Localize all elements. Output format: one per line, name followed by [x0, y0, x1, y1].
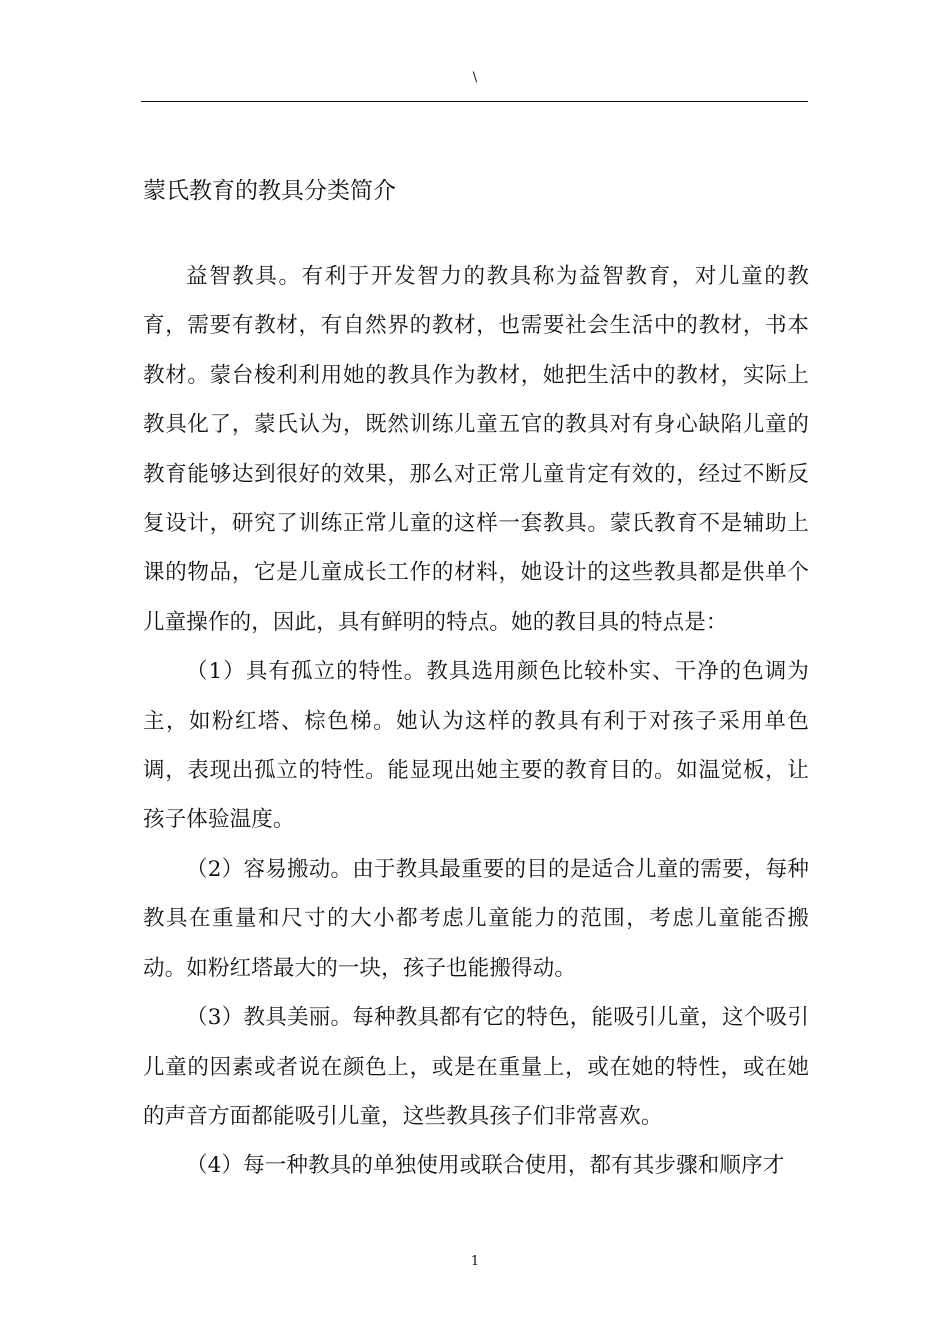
header-mark: \ — [472, 70, 478, 85]
paragraph-feature-4: （4）每一种教具的单独使用或联合使用，都有其步骤和顺序才 — [186, 1153, 785, 1179]
header-divider — [141, 101, 808, 102]
document-title: 蒙氏教育的教具分类简介 — [143, 178, 396, 204]
document-body — [143, 252, 809, 1191]
paragraph-intro: 益智教具。有利于开发智力的教具称为益智教育，对儿童的教育，需要有教材，有自然界的教材，也需要社会生活中的教材，书本教材。蒙台梭利利用她的教具作为教材，她把生活中的教材，实际上教具化了，蒙氏认为，既然训练儿童五官的教具对有身心缺陷儿童的教育能够达到很好的效果，那么对正常儿童肯定有效的，经过不断反复设计，研究了训练正常儿童的这样一套教具。蒙氏教育不是辅助上课的物品，它是儿童成长工作的材料，她设计的这些教具都是供单个儿童操作的，因此，具有鲜明的特点。她的教目具的特点是： — [143, 264, 809, 635]
page-number: 1 — [470, 1254, 480, 1269]
paragraph-feature-2: （2）容易搬动。由于教具最重要的目的是适合儿童的需要，每种教具在重量和尺寸的大小都考虑儿童能力的范围，考虑儿童能否搬动。如粉红塔最大的一块，孩子也能搬得动。 — [143, 856, 809, 981]
paragraph-feature-3: （3）教具美丽。每种教具都有它的特色，能吸引儿童，这个吸引儿童的因素或者说在颜色上，或是在重量上，或在她的特性，或在她的声音方面都能吸引儿童，这些教具孩子们非常喜欢。 — [143, 1005, 809, 1129]
paragraph-feature-1: （1）具有孤立的特性。教具选用颜色比较朴实、干净的色调为主，如粉红塔、棕色梯。她认为这样的教具有利于对孩子采用单色调，表现出孤立的特性。能显现出她主要的教育目的。如温觉板，让孩子体验温度。 — [143, 659, 809, 833]
